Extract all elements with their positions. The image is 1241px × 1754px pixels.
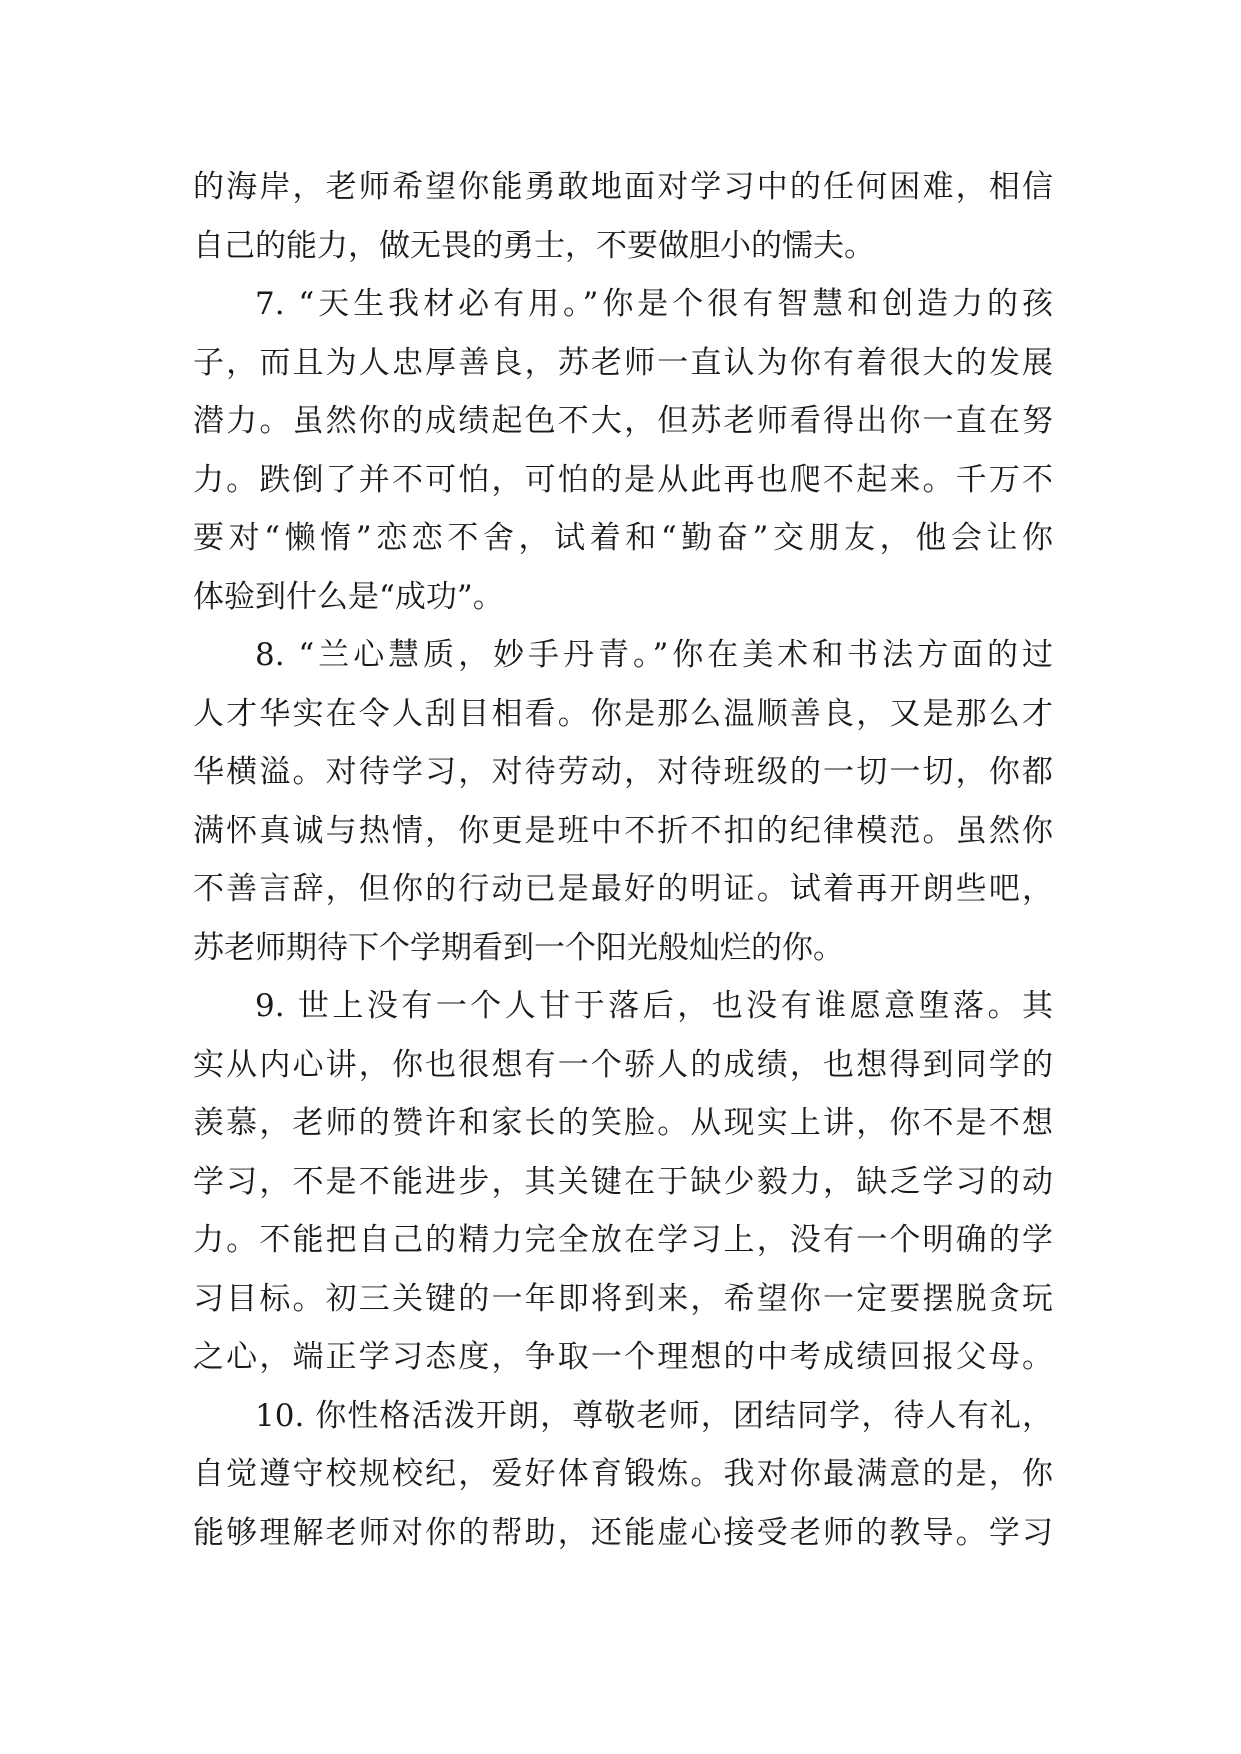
text-line: 体验到什么是“成功”。: [193, 578, 504, 615]
text-line: 之心，端正学习态度，争取一个理想的中考成绩回报父母。: [193, 1339, 1053, 1375]
text-line: 能够理解老师对你的帮助，还能虚心接受老师的教导。学习: [193, 1514, 1053, 1551]
text-line: 羡慕，老师的赞许和家长的笑脸。从现实上讲，你不是不想: [193, 1105, 1053, 1141]
text-line: 潜力。虽然你的成绩起色不大，但苏老师看得出你一直在努: [193, 403, 1053, 439]
text-line: 的海岸，老师希望你能勇敢地面对学习中的任何困难，相信: [193, 169, 1053, 205]
text-line: 自己的能力，做无畏的勇士，不要做胆小的懦夫。: [193, 227, 875, 264]
document-body: [193, 158, 1053, 1562]
text-line: 习目标。初三关键的一年即将到来，希望你一定要摆脱贪玩: [193, 1280, 1053, 1317]
paragraph-start-9: 9. 世上没有一个人甘于落后，也没有谁愿意堕落。其: [255, 988, 1053, 1024]
text-line: 力。不能把自己的精力完全放在学习上，没有一个明确的学: [193, 1222, 1053, 1258]
text-line: 人才华实在令人刮目相看。你是那么温顺善良，又是那么才: [193, 695, 1053, 732]
text-line: 自觉遵守校规校纪，爱好体育锻炼。我对你最满意的是，你: [193, 1456, 1053, 1492]
paragraph-start-7: 7. “天生我材必有用。”你是个很有智慧和创造力的孩: [255, 286, 1053, 322]
text-line: 力。跌倒了并不可怕，可怕的是从此再也爬不起来。千万不: [193, 461, 1053, 498]
text-line: 实从内心讲，你也很想有一个骄人的成绩，也想得到同学的: [193, 1046, 1053, 1083]
text-line: 学习，不是不能进步，其关键在于缺少毅力，缺乏学习的动: [193, 1163, 1053, 1200]
text-line: 不善言辞，但你的行动已是最好的明证。试着再开朗些吧，: [193, 871, 1053, 907]
text-line: 要对“懒惰”恋恋不舍，试着和“勤奋”交朋友，他会让你: [193, 520, 1053, 556]
text-line: 子，而且为人忠厚善良，苏老师一直认为你有着很大的发展: [193, 344, 1053, 381]
text-line: 苏老师期待下个学期看到一个阳光般灿烂的你。: [193, 929, 844, 966]
paragraph-start-10: 10. 你性格活泼开朗，尊敬老师，团结同学，待人有礼，: [255, 1397, 1053, 1434]
text-line: 满怀真诚与热情，你更是班中不折不扣的纪律模范。虽然你: [193, 812, 1053, 849]
paragraph-start-8: 8. “兰心慧质，妙手丹青。”你在美术和书法方面的过: [255, 637, 1053, 673]
text-line: 华横溢。对待学习，对待劳动，对待班级的一切一切，你都: [193, 754, 1053, 790]
